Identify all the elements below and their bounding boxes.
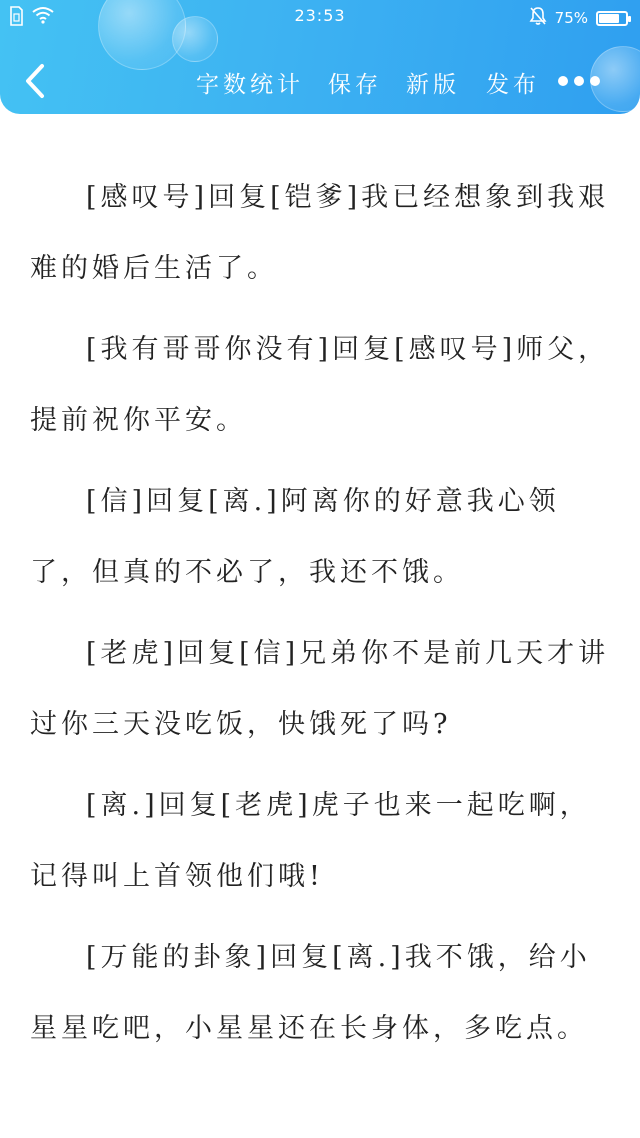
- text-paragraph[interactable]: [我有哥哥你没有]回复[感叹号]师父，提前祝你平安。: [30, 334, 610, 436]
- text-paragraph[interactable]: [离.]回复[老虎]虎子也来一起吃啊，记得叫上首领他们哦!: [30, 790, 591, 892]
- save-button[interactable]: 保存: [328, 72, 382, 98]
- more-dots-icon: [590, 76, 600, 86]
- battery-icon: [596, 11, 628, 26]
- publish-button[interactable]: 发布: [486, 72, 540, 98]
- text-paragraph[interactable]: [老虎]回复[信]兄弟你不是前几天才讲过你三天没吃饭，快饿死了吗?: [30, 638, 610, 740]
- chapter-text-editor[interactable]: [30, 162, 610, 1074]
- more-dots-icon: [558, 76, 568, 86]
- text-paragraph[interactable]: [万能的卦象]回复[离.]我不饿，给小星星吃吧，小星星还在长身体，多吃点。: [30, 942, 591, 1044]
- more-dots-icon: [574, 76, 584, 86]
- more-options-button[interactable]: [558, 76, 600, 86]
- status-bar: [0, 0, 640, 34]
- text-paragraph[interactable]: [感叹号]回复[铠爹]我已经想象到我艰难的婚后生活了。: [30, 182, 610, 284]
- editor-toolbar: [0, 50, 640, 110]
- status-time: 23:53: [294, 6, 346, 25]
- battery-level: [599, 14, 619, 23]
- battery-percent: 75%: [554, 9, 588, 27]
- notification-mute-icon: [529, 6, 547, 30]
- back-button[interactable]: [18, 60, 54, 102]
- word-count-button[interactable]: 字数统计: [196, 72, 304, 98]
- chevron-left-icon: [18, 87, 54, 106]
- text-paragraph[interactable]: [信]回复[离.]阿离你的好意我心领了，但真的不必了，我还不饿。: [30, 486, 560, 588]
- app-header: [0, 0, 640, 114]
- new-version-button[interactable]: 新版: [406, 72, 460, 98]
